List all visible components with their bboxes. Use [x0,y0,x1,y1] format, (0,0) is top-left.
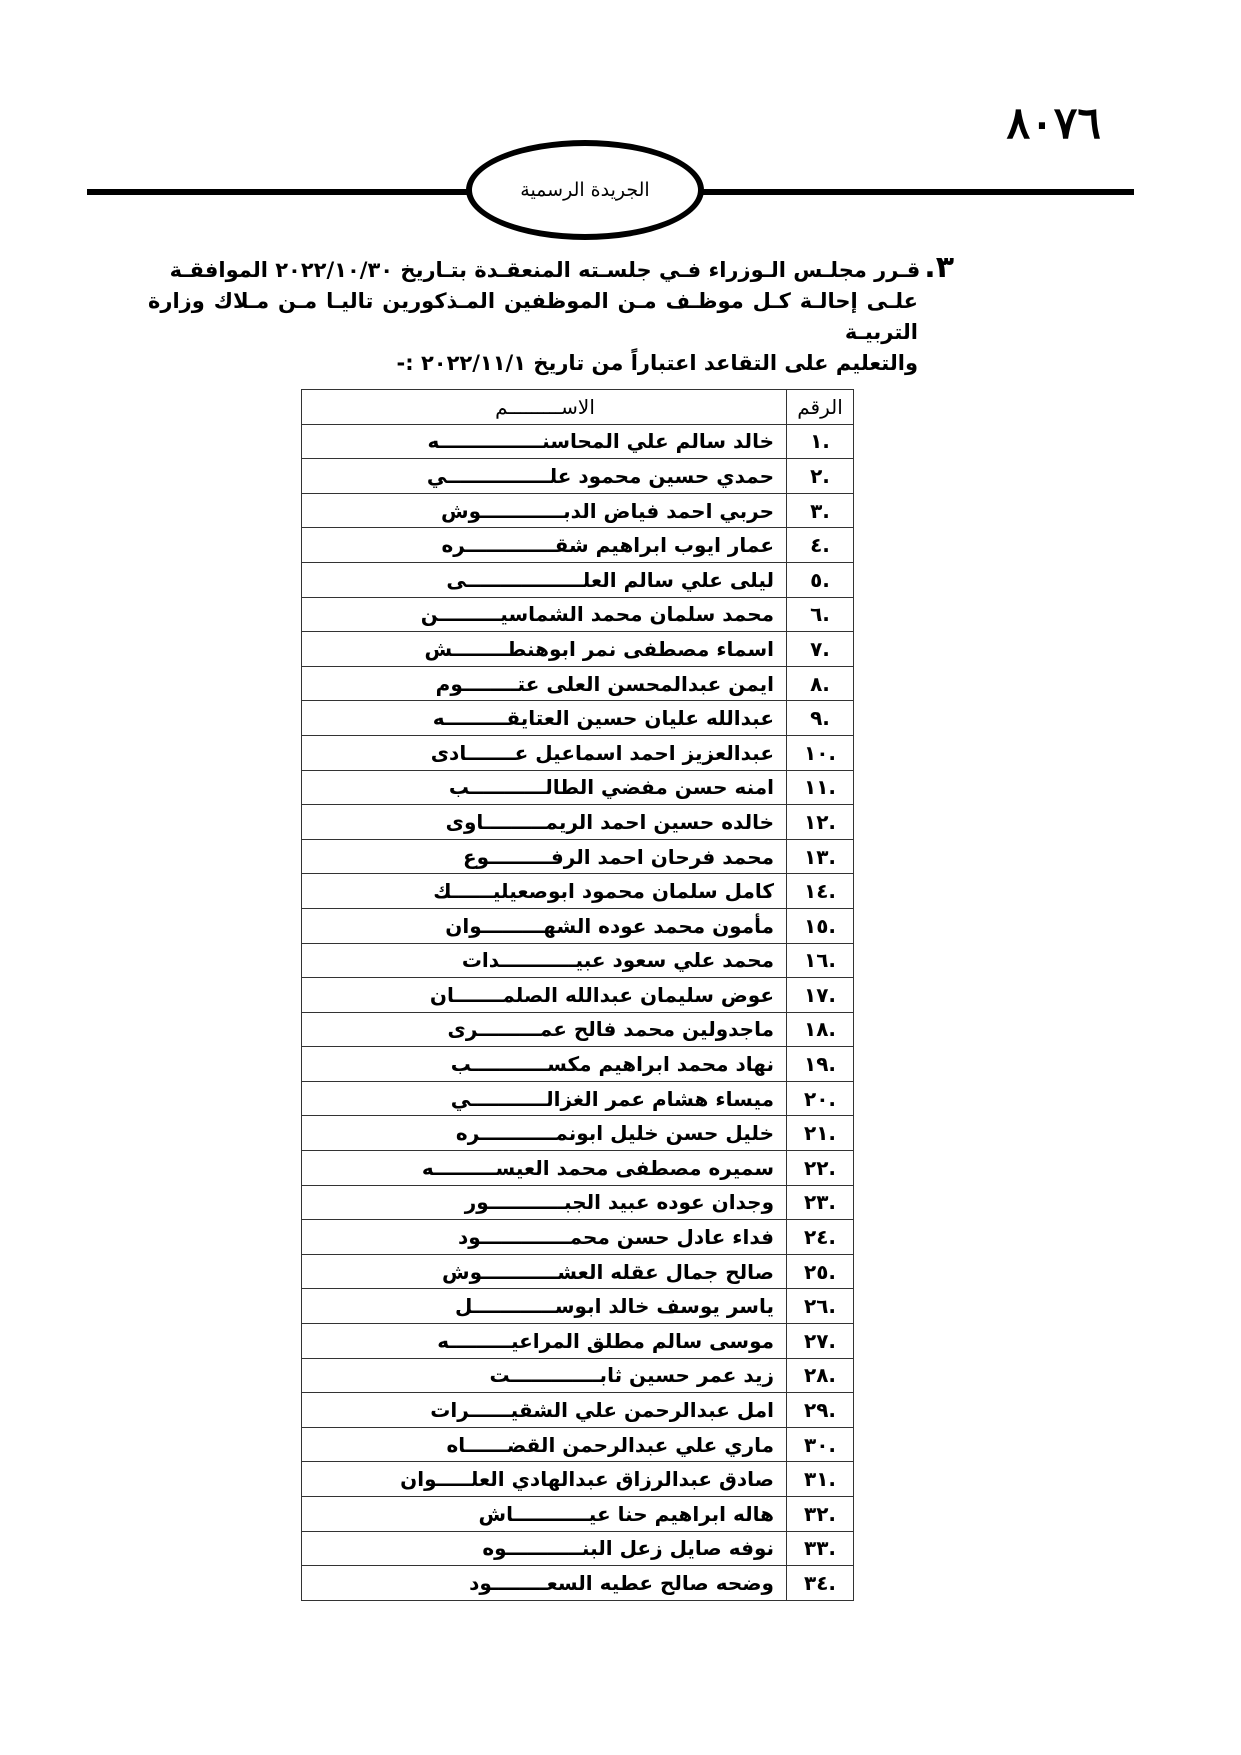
publication-title: الجريدة الرسمية [520,179,650,201]
employee-name: سميره مصطفى محمد العيســـــــــه [302,1151,787,1186]
employee-name: صادق عبدالرزاق عبدالهادي العلـــــوان [302,1462,787,1497]
row-number: .٢٧ [787,1324,854,1359]
table-row [302,1497,854,1532]
employee-name: فداء عادل حسن محمـــــــــــــود [302,1220,787,1255]
decision-item-number: ٣. [924,250,954,285]
row-number: .٢٤ [787,1220,854,1255]
employee-name: وجدان عوده عبيد الجبـــــــــــور [302,1185,787,1220]
row-number: .١٠ [787,735,854,770]
employee-name: ماجدولين محمد فالح عمـــــــــرى [302,1012,787,1047]
employee-name: امنه حسن مفضي الطالـــــــــــب [302,770,787,805]
retirees-table [301,389,854,1601]
employee-name: عبدالعزيز احمد اسماعيل عـــــــادى [302,735,787,770]
table-row [302,735,854,770]
employee-name: خالده حسين احمد الريمـــــــــاوى [302,805,787,840]
row-number: .٢٣ [787,1185,854,1220]
header-name: الاســـــــــم [302,390,787,425]
header-number: الرقم [787,390,854,425]
table-row [302,874,854,909]
employee-name: محمد علي سعود عبيـــــــــــدات [302,943,787,978]
row-number: .١١ [787,770,854,805]
table-row [302,1151,854,1186]
header-rule-right [698,189,1134,195]
table-row [302,805,854,840]
employee-name: محمد سلمان محمد الشماسيـــــــــن [302,597,787,632]
row-number: .٣٤ [787,1566,854,1601]
table-row [302,597,854,632]
employee-name: صالح جمال عقله العشـــــــــــوش [302,1254,787,1289]
table-row [302,839,854,874]
table-row [302,493,854,528]
row-number: .٩ [787,701,854,736]
employee-name: نهاد محمد ابراهيم مكســـــــــــب [302,1047,787,1082]
table-row [302,770,854,805]
publication-emblem [466,140,704,240]
row-number: .٢٦ [787,1289,854,1324]
employee-name: حمدي حسين محمود علـــــــــــــــي [302,459,787,494]
row-number: .٢١ [787,1116,854,1151]
row-number: .٨ [787,666,854,701]
table-row [302,1393,854,1428]
employee-name: عمار ايوب ابراهيم شقـــــــــــــره [302,528,787,563]
decision-line-1-text: قـرر مجلـس الـوزراء فـي جلسـته المنعقـدة بتـاريخ ٢٠٢٢/١٠/٣٠ الموافقـة [169,258,921,282]
employee-name: عبدالله عليان حسين العتايقـــــــــه [302,701,787,736]
employee-name: محمد فرحان احمد الرفـــــــــوع [302,839,787,874]
table-row [302,1427,854,1462]
row-number: .٣١ [787,1462,854,1497]
employee-name: عوض سليمان عبدالله الصلمـــــــان [302,978,787,1013]
table-row [302,1185,854,1220]
page-number: ٨٠٧٦ [1006,98,1101,149]
row-number: .٦ [787,597,854,632]
row-number: .١٨ [787,1012,854,1047]
row-number: .١٧ [787,978,854,1013]
table-row [302,1324,854,1359]
row-number: .٣٢ [787,1497,854,1532]
row-number: .٢٩ [787,1393,854,1428]
employee-name: ياسر يوسف خالد ابوســــــــــــل [302,1289,787,1324]
table-row [302,1254,854,1289]
decision-line-1 [148,252,954,286]
employee-name: حربي احمد فياض الدبــــــــــــوش [302,493,787,528]
employee-name: موسى سالم مطلق المراعيـــــــــه [302,1324,787,1359]
table-row [302,1358,854,1393]
table-row [302,1220,854,1255]
table-row [302,1081,854,1116]
row-number: .١٣ [787,839,854,874]
row-number: .١٩ [787,1047,854,1082]
table-row [302,978,854,1013]
row-number: .١٦ [787,943,854,978]
row-number: .٢٢ [787,1151,854,1186]
row-number: .٢٥ [787,1254,854,1289]
row-number: .٢ [787,459,854,494]
table-row [302,1012,854,1047]
employee-name: زيد عمر حسين ثابـــــــــــــت [302,1358,787,1393]
employee-name: خليل حسن خليل ابونمـــــــــــره [302,1116,787,1151]
employee-name: كامل سلمان محمود ابوصعيليــــــك [302,874,787,909]
table-row [302,908,854,943]
decision-paragraph [148,252,954,379]
employee-name: هاله ابراهيم حنا عيـــــــــــاش [302,1497,787,1532]
employee-name: اسماء مصطفى نمر ابوهنطــــــــش [302,632,787,667]
row-number: .٥ [787,562,854,597]
table-row [302,562,854,597]
row-number: .١٥ [787,908,854,943]
table-row [302,459,854,494]
row-number: .٣ [787,493,854,528]
table-row [302,943,854,978]
decision-line-3: والتعليم على التقاعد اعتباراً من تاريخ ٢٠٢٢/١١/١ :- [396,351,918,375]
row-number: .٢٨ [787,1358,854,1393]
employee-name: مأمون محمد عوده الشهـــــــــوان [302,908,787,943]
row-number: .٤ [787,528,854,563]
table-row [302,1289,854,1324]
employee-name: خالد سالم علي المحاسنـــــــــــــــه [302,424,787,459]
row-number: .٢٠ [787,1081,854,1116]
table-row [302,1047,854,1082]
decision-line-2: علـى إحالـة كـل موظـف مـن الموظفين المـذكورين تاليـا مـن مـلاك وزارة التربيـة [148,289,918,344]
table-row [302,1531,854,1566]
employee-name: ميساء هشام عمر الغزالـــــــــــي [302,1081,787,1116]
table-row [302,1116,854,1151]
table-row [302,528,854,563]
table-row [302,424,854,459]
employee-name: امل عبدالرحمن علي الشقيــــــرات [302,1393,787,1428]
row-number: .٧ [787,632,854,667]
employee-name: نوفه صايل زعل البنـــــــــــوه [302,1531,787,1566]
row-number: .٣٣ [787,1531,854,1566]
table-row [302,632,854,667]
row-number: .١٢ [787,805,854,840]
row-number: .١ [787,424,854,459]
table-row [302,1566,854,1601]
row-number: .٣٠ [787,1427,854,1462]
table-row [302,1462,854,1497]
table-row [302,666,854,701]
header-rule-left [87,189,472,195]
table-row [302,701,854,736]
table-header-row [302,390,854,425]
employee-name: ليلى علي سالم العلـــــــــــــــــى [302,562,787,597]
employee-name: وضحه صالح عطيه السعــــــــود [302,1566,787,1601]
employee-name: ايمن عبدالمحسن العلى عتــــــــوم [302,666,787,701]
employee-name: ماري علي عبدالرحمن القضــــــاه [302,1427,787,1462]
row-number: .١٤ [787,874,854,909]
